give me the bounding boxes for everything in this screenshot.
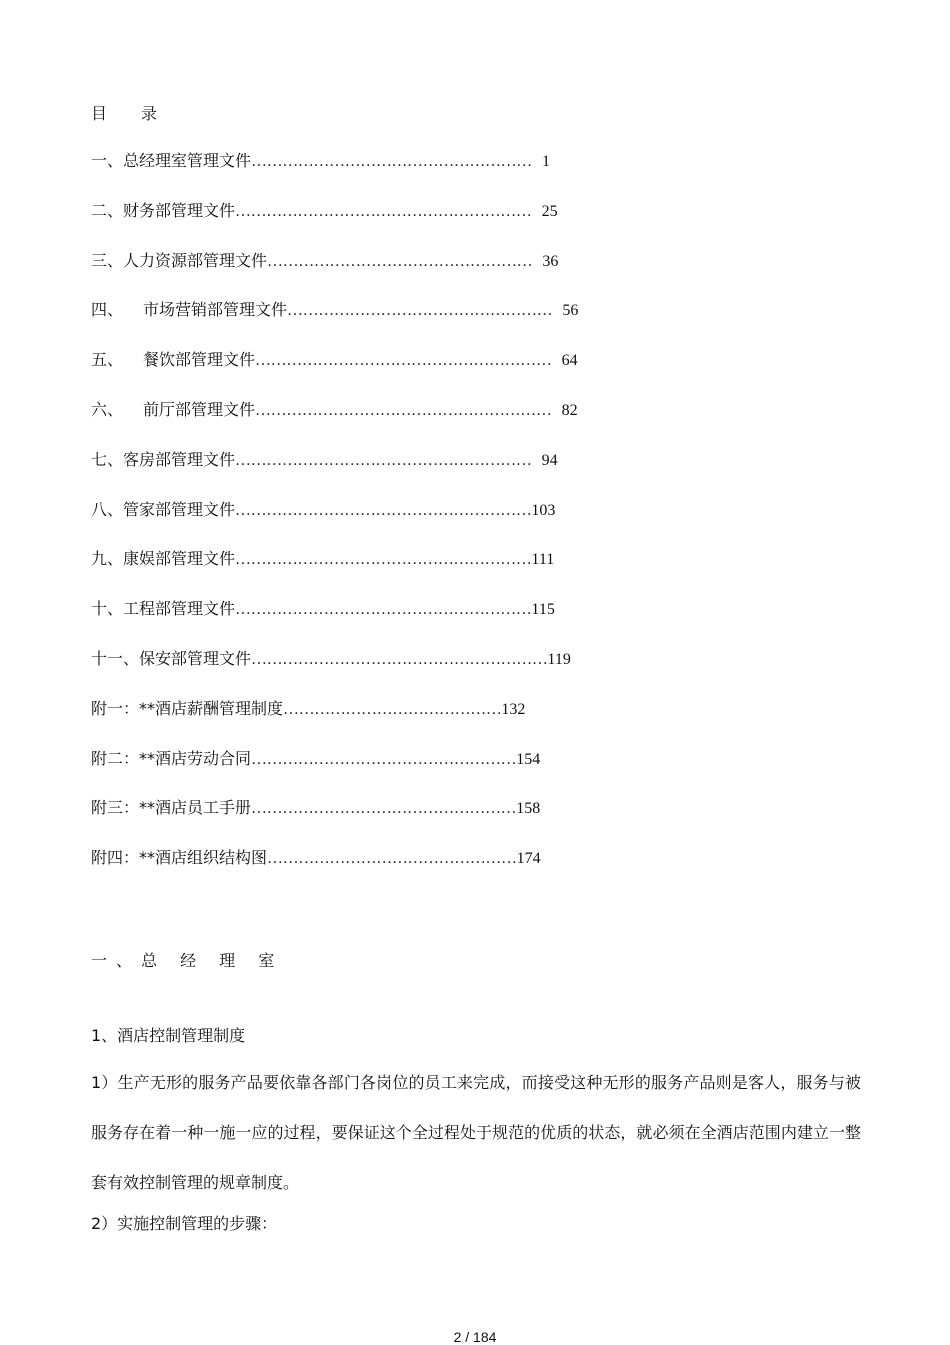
toc-entry-label: 一、总经理室管理文件 — [91, 151, 252, 170]
toc-title — [91, 101, 157, 124]
toc-entry-page-number: 132 — [501, 700, 526, 718]
toc-entry-leader-dots: ………………………………………………… — [235, 202, 532, 220]
toc-entry-leader-dots: …………………………………………… — [251, 750, 517, 768]
toc-entry-page-number: 25 — [541, 202, 558, 220]
toc-entry-label: 附三：**酒店员工手册 — [91, 798, 252, 818]
toc-entry-leader-dots: ………………………………………………… — [251, 651, 548, 668]
toc-entry-leader-dots: ………………………………………………… — [235, 501, 532, 519]
toc-title-left: 目 — [91, 104, 108, 123]
sub-heading: 1、酒店控制管理制度 — [91, 1026, 246, 1045]
toc-entry-page-number: 119 — [547, 651, 571, 668]
toc-entry — [91, 798, 540, 819]
toc-entry-label: 十一、保安部管理文件 — [91, 649, 252, 668]
toc-entry-page-number: 36 — [542, 252, 559, 270]
toc-entry — [91, 699, 525, 720]
toc-entry — [91, 500, 555, 521]
toc-entry — [91, 450, 558, 471]
toc-entry-page-number: 82 — [561, 402, 578, 419]
toc-entry-page-number: 174 — [516, 850, 541, 868]
toc-entry — [91, 300, 578, 321]
toc-entry-leader-dots: …………………………………… — [283, 700, 502, 718]
toc-entry — [91, 350, 578, 371]
toc-entry-page-number: 158 — [516, 800, 541, 818]
toc-entry-leader-dots: …………………………………………… — [267, 252, 533, 270]
paragraph-1: 1）生产无形的服务产品要依靠各部门各岗位的员工来完成，而接受这种无形的服务产品则是客人，服务与被服务存在着一种一施一应的过程，要保证这个全过程处于规范的优质的状态，就必须在全酒店范围内建立一整套有效控制管理的规章制度。 — [91, 1073, 861, 1192]
toc-entry-page-number: 94 — [541, 451, 558, 469]
toc-entry-leader-dots: ……………………………………………… — [251, 153, 532, 170]
section-heading: 一、总 经 理 室 — [91, 951, 284, 970]
toc-entry-number: 六、 — [91, 400, 124, 419]
toc-entry-label: 八、管家部管理文件 — [91, 499, 236, 519]
toc-entry-page-number: 115 — [531, 601, 555, 619]
toc-entry-page-number: 1 — [542, 153, 550, 170]
toc-entry-leader-dots: ………………………………………………… — [235, 601, 532, 619]
toc-entry-leader-dots: ………………………………………………… — [235, 551, 532, 569]
toc-entry-page-number: 64 — [561, 352, 578, 370]
toc-entry-label: 前厅部管理文件 — [143, 400, 256, 419]
toc-entry-label: 九、康娱部管理文件 — [91, 549, 236, 569]
toc-entry — [91, 400, 578, 421]
toc-entry-leader-dots: ………………………………………………… — [235, 451, 532, 469]
toc-entry-page-number: 111 — [531, 551, 555, 569]
toc-entry-page-number: 154 — [516, 750, 541, 768]
toc-entry-label: 七、客房部管理文件 — [91, 449, 236, 469]
toc-entry-page-number: 103 — [531, 501, 556, 519]
toc-entry-label: 附四：**酒店组织结构图 — [91, 848, 268, 868]
toc-entry-label: 餐饮部管理文件 — [143, 350, 256, 370]
toc-entry-label: 市场营销部管理文件 — [143, 300, 288, 320]
toc-entry-leader-dots: …………………………………………… — [251, 800, 517, 818]
toc-entry — [91, 201, 558, 222]
toc-entry-number: 五、 — [91, 350, 124, 370]
toc-entry-leader-dots: ………………………………………………… — [255, 402, 552, 419]
toc-title-right: 录 — [141, 104, 158, 123]
toc-entry-leader-dots: ………………………………………………… — [255, 352, 552, 370]
toc-entry-leader-dots: …………………………………………… — [287, 302, 553, 320]
toc-entry — [91, 599, 555, 620]
toc-entry — [91, 151, 550, 172]
toc-entry — [91, 549, 554, 570]
paragraph-2: 2）实施控制管理的步骤： — [91, 1214, 278, 1233]
toc-entry-label: 十、工程部管理文件 — [91, 599, 236, 619]
toc-entry — [91, 649, 571, 670]
toc-entry — [91, 848, 541, 869]
toc-entry-label: 二、财务部管理文件 — [91, 200, 236, 220]
toc-entry-label: 附二：**酒店劳动合同 — [91, 748, 252, 768]
page-number: 2 / 184 — [453, 1329, 497, 1345]
toc-entry-label: 附一：**酒店薪酬管理制度 — [91, 698, 284, 718]
toc-entry — [91, 251, 558, 272]
toc-entry — [91, 749, 540, 770]
toc-entry-label: 三、人力资源部管理文件 — [91, 250, 268, 270]
toc-entry-number: 四、 — [91, 300, 124, 320]
toc-entry-page-number: 56 — [562, 302, 579, 320]
toc-entry-leader-dots: ………………………………………… — [267, 850, 517, 868]
